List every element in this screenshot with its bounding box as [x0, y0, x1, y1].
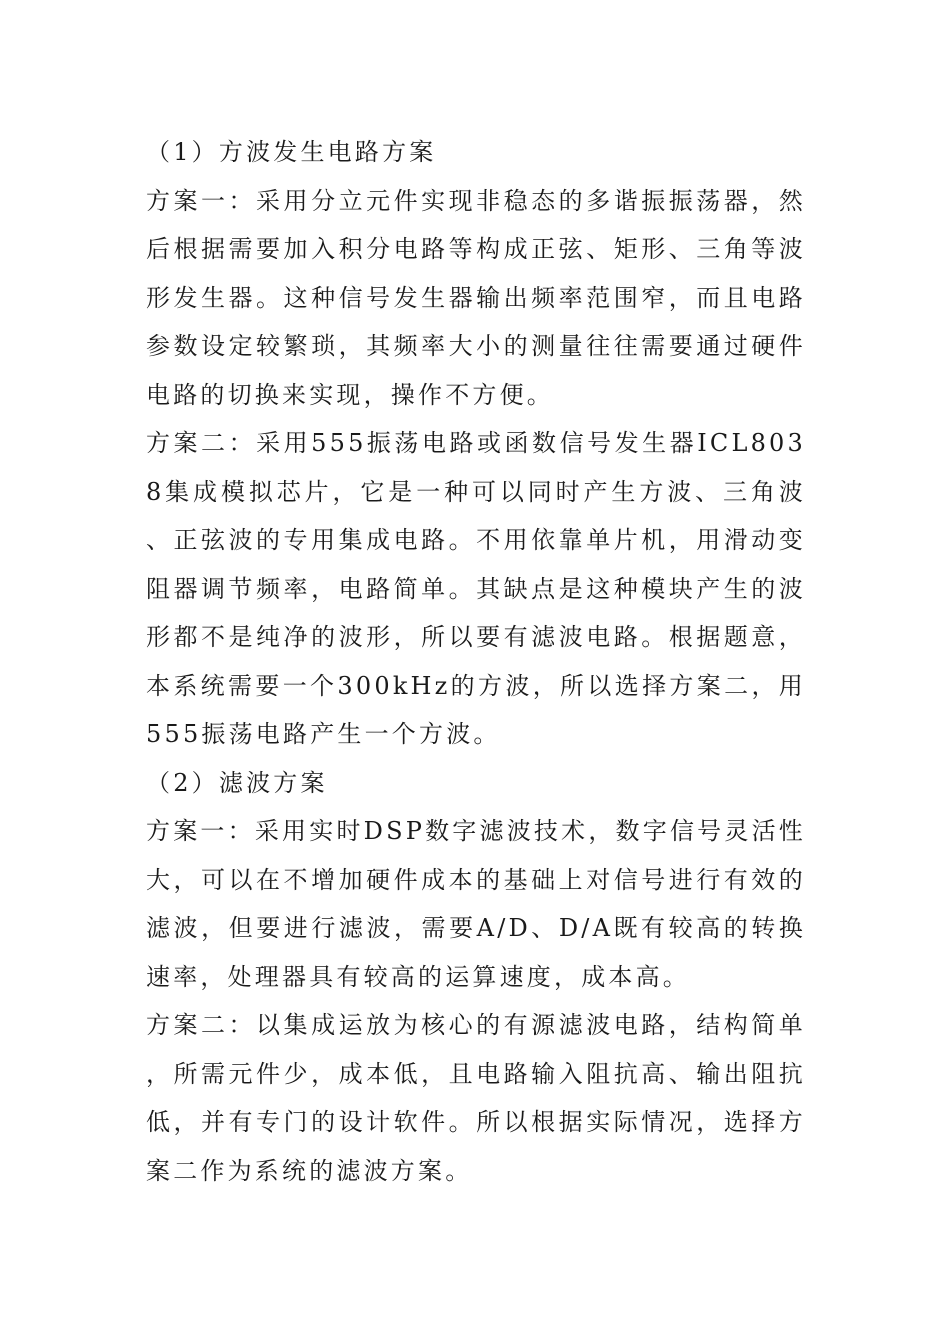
paragraph-square-wave-option-2: 方案二：采用555振荡电路或函数信号发生器ICL8038集成模拟芯片，它是一种可以同时产生方波、三角波、正弦波的专用集成电路。不用依靠单片机，用滑动变阻器调节频率，电路简单。其缺点是这种模块产生的波形都不是纯净的波形，所以要有滤波电路。根据题意，本系统需要一个300kHz的方波，所以选择方案二，用555振荡电路产生一个方波。 [146, 429, 806, 748]
paragraph-square-wave-option-1: 方案一：采用分立元件实现非稳态的多谐振振荡器，然后根据需要加入积分电路等构成正弦、矩形、三角等波形发生器。这种信号发生器输出频率范围窄，而且电路参数设定较繁琐，其频率大小的测量往往需要通过硬件电路的切换来实现，操作不方便。 [146, 186, 806, 409]
paragraph-filter-option-2: 方案二：以集成运放为核心的有源滤波电路，结构简单，所需元件少，成本低，且电路输入阻抗高、输出阻抗低，并有专门的设计软件。所以根据实际情况，选择方案二作为系统的滤波方案。 [146, 1011, 806, 1185]
document-body [146, 128, 806, 1195]
section-heading-filter: （2）滤波方案 [146, 768, 328, 797]
section-heading-square-wave: （1）方波发生电路方案 [146, 138, 437, 166]
paragraph-filter-option-1: 方案一：采用实时DSP数字滤波技术，数字信号灵活性大，可以在不增加硬件成本的基础上对信号进行有效的滤波，但要进行滤波，需要A/D、D/A既有较高的转换速率，处理器具有较高的运算速度，成本高。 [146, 817, 806, 991]
